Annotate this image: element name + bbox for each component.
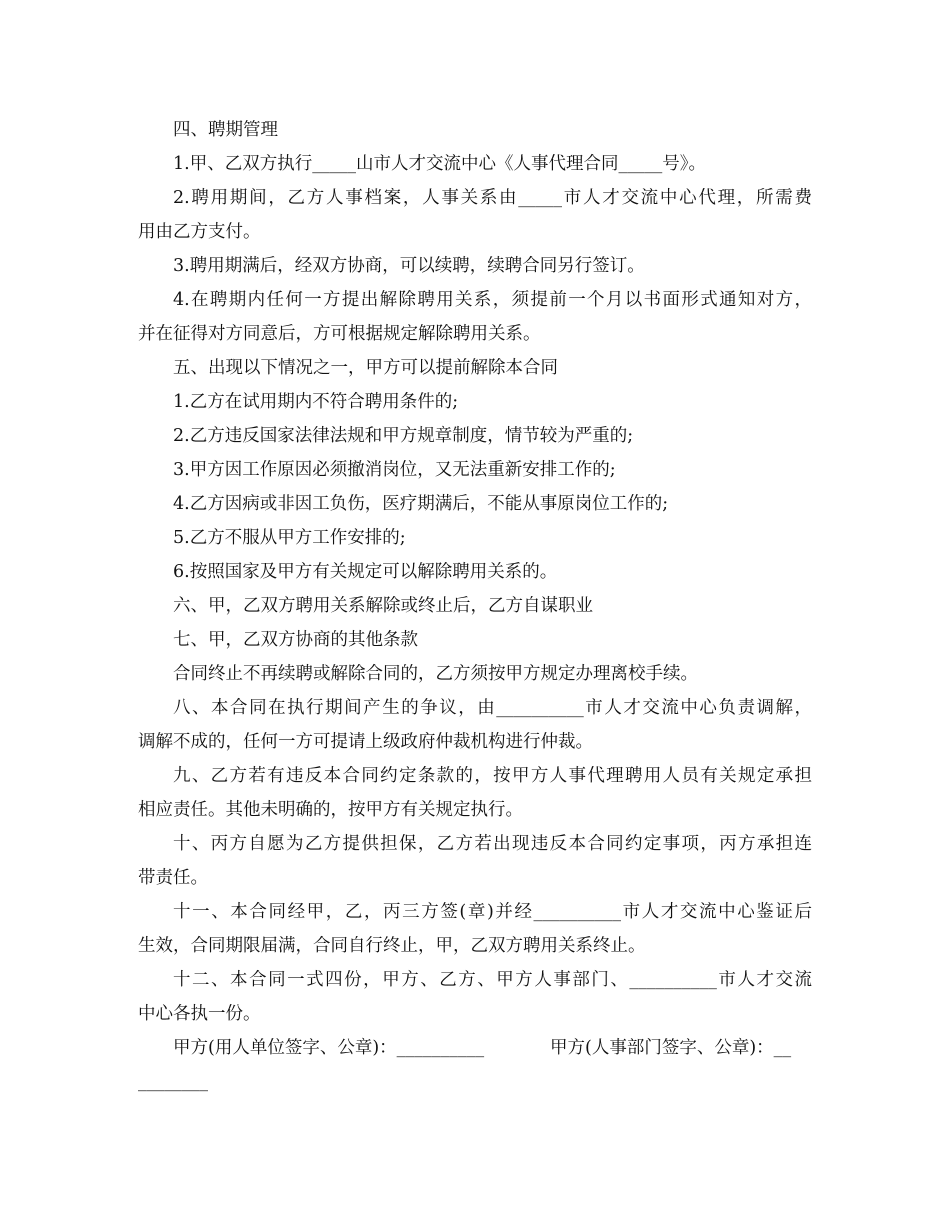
contract-line: 中心各执一份。 bbox=[138, 1004, 261, 1024]
contract-line: 4.在聘期内任何一方提出解除聘用关系，须提前一个月以书面形式通知对方， bbox=[173, 290, 812, 310]
contract-line: 用由乙方支付。 bbox=[138, 222, 261, 242]
contract-line: 2.乙方违反国家法律法规和甲方规章制度，情节较为严重的; bbox=[173, 426, 634, 446]
contract-line: 并在征得对方同意后，方可根据规定解除聘用关系。 bbox=[138, 324, 541, 344]
contract-line: 八、本合同在执行期间产生的争议，由__________市人才交流中心负责调解， bbox=[173, 698, 812, 718]
contract-line: 1.乙方在试用期内不符合聘用条件的; bbox=[173, 392, 459, 412]
contract-line: 十二、本合同一式四份，甲方、乙方、甲方人事部门、__________市人才交流 bbox=[173, 970, 812, 990]
contract-line: 九、乙方若有违反本合同约定条款的，按甲方人事代理聘用人员有关规定承担 bbox=[173, 766, 812, 786]
party-a-signature-field: 甲方(用人单位签字、公章)：__________ bbox=[173, 1038, 485, 1058]
contract-line: 四、聘期管理 bbox=[173, 120, 278, 140]
signature-blank-continuation: ________ bbox=[138, 1072, 208, 1092]
party-a-hr-signature-field: 甲方(人事部门签字、公章)：__ bbox=[550, 1038, 792, 1058]
contract-line: 五、出现以下情况之一，甲方可以提前解除本合同 bbox=[173, 358, 558, 378]
contract-line: 相应责任。其他未明确的，按甲方有关规定执行。 bbox=[138, 800, 523, 820]
contract-line: 2.聘用期间，乙方人事档案，人事关系由_____市人才交流中心代理，所需费 bbox=[173, 188, 812, 208]
contract-line: 合同终止不再续聘或解除合同的，乙方须按甲方规定办理离校手续。 bbox=[173, 664, 698, 684]
contract-line: 5.乙方不服从甲方工作安排的; bbox=[173, 528, 406, 548]
contract-line: 3.甲方因工作原因必须撤消岗位，又无法重新安排工作的; bbox=[173, 460, 616, 480]
contract-line: 十、丙方自愿为乙方提供担保，乙方若出现违反本合同约定事项，丙方承担连 bbox=[173, 834, 812, 854]
contract-line: 3.聘用期满后，经双方协商，可以续聘，续聘合同另行签订。 bbox=[173, 256, 645, 276]
contract-line: 六、甲，乙双方聘用关系解除或终止后，乙方自谋职业 bbox=[173, 596, 593, 616]
contract-line: 带责任。 bbox=[138, 868, 208, 888]
signature-row bbox=[138, 1031, 812, 1065]
contract-line: 七、甲，乙双方协商的其他条款 bbox=[173, 630, 418, 650]
contract-line: 4.乙方因病或非因工负伤，医疗期满后，不能从事原岗位工作的; bbox=[173, 494, 669, 514]
contract-line: 1.甲、乙双方执行_____山市人才交流中心《人事代理合同_____号》。 bbox=[173, 154, 706, 174]
contract-line: 生效，合同期限届满，合同自行终止，甲，乙双方聘用关系终止。 bbox=[138, 936, 646, 956]
contract-body bbox=[138, 113, 812, 1099]
contract-line: 十一、本合同经甲，乙，丙三方签(章)并经__________市人才交流中心鉴证后 bbox=[173, 902, 812, 922]
contract-line: 调解不成的，任何一方可提请上级政府仲裁机构进行仲裁。 bbox=[138, 732, 593, 752]
contract-line: 6.按照国家及甲方有关规定可以解除聘用关系的。 bbox=[173, 562, 558, 582]
